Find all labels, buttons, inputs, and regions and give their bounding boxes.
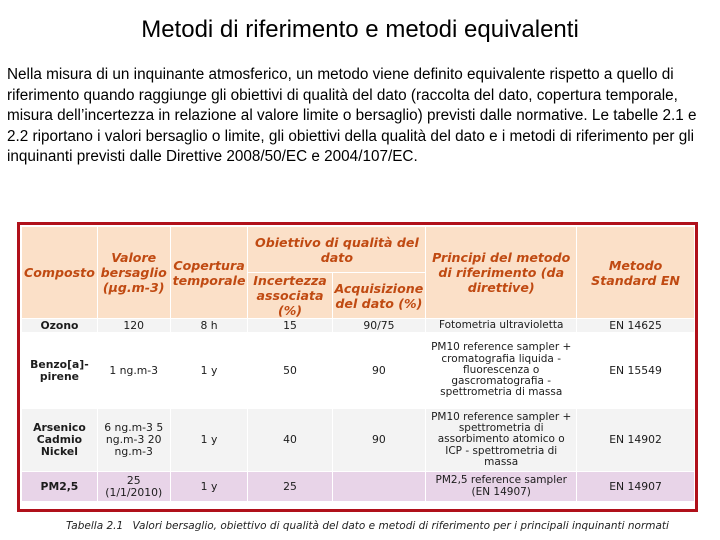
cell-principles: Fotometria ultravioletta (426, 319, 577, 333)
reference-methods-table (21, 226, 695, 502)
cell-coverage: 1 y (170, 472, 248, 502)
cell-uncertainty: 40 (248, 409, 332, 472)
cell-acquisition (332, 472, 426, 502)
cell-compound: Benzo[a]-pirene (22, 333, 98, 409)
header-principles: Principi del metodo di riferimento (da direttive) (426, 227, 577, 319)
cell-principles: PM2,5 reference sampler (EN 14907) (426, 472, 577, 502)
cell-target: 25 (1/1/2010) (97, 472, 170, 502)
header-uncertainty: Incertezza associata (%) (248, 273, 332, 319)
cell-uncertainty: 15 (248, 319, 332, 333)
cell-uncertainty: 25 (248, 472, 332, 502)
cell-uncertainty: 50 (248, 333, 332, 409)
cell-standard: EN 14907 (577, 472, 695, 502)
header-standard: Metodo Standard EN (577, 227, 695, 319)
cell-coverage: 1 y (170, 333, 248, 409)
cell-standard: EN 15549 (577, 333, 695, 409)
caption-label: Tabella 2.1 (66, 520, 124, 532)
cell-target: 6 ng.m-3 5 ng.m-3 20 ng.m-3 (97, 409, 170, 472)
header-target-line2: bersaglio (100, 265, 167, 280)
cell-coverage: 1 y (170, 409, 248, 472)
body-paragraph: Nella misura di un inquinante atmosferico, un metodo viene definito equivalente rispetto a quello di riferimento quando raggiunge gli obiettivi di qualità del dato (raccolta del dato, copertura temporale, misura dell’incertezza in relazione al valore limite o bersaglio) previsti dalle normative. Le tabelle 2.1 e 2.2 riportano i valori bersaglio o limite, gli obiettivi della qualità del dato e i metodi di riferimento per gli inquinanti previsti dalle Direttive 2008/50/EC e 2004/107/EC. (7, 66, 697, 166)
table-row (22, 472, 695, 502)
cell-standard: EN 14625 (577, 319, 695, 333)
cell-target: 1 ng.m-3 (97, 333, 170, 409)
cell-standard: EN 14902 (577, 409, 695, 472)
cell-compound: Arsenico Cadmio Nickel (22, 409, 98, 472)
table-frame (17, 222, 698, 512)
table-row (22, 409, 695, 472)
cell-target: 120 (97, 319, 170, 333)
cell-coverage: 8 h (170, 319, 248, 333)
table-row (22, 319, 695, 333)
cell-acquisition: 90 (332, 409, 426, 472)
table-caption (66, 520, 706, 532)
header-target-value (97, 227, 170, 319)
header-compound: Composto (22, 227, 98, 319)
cell-compound: Ozono (22, 319, 98, 333)
cell-compound: PM2,5 (22, 472, 98, 502)
header-quality-group: Obiettivo di qualità del dato (248, 227, 426, 273)
header-target-line1: Valore (111, 250, 157, 265)
caption-text: Valori bersaglio, obiettivo di qualità del dato e metodi di riferimento per i principali inquinanti normati (132, 520, 669, 532)
table-row (22, 333, 695, 409)
header-coverage: Copertura temporale (170, 227, 248, 319)
slide-title: Metodi di riferimento e metodi equivalenti (141, 16, 579, 43)
cell-acquisition: 90 (332, 333, 426, 409)
cell-principles: PM10 reference sampler + cromatografia liquida - fluorescenza o gascromatografia - spettrometria di massa (426, 333, 577, 409)
header-target-unit: (µg.m-3) (102, 280, 165, 295)
cell-principles: PM10 reference sampler + spettrometria di assorbimento atomico o ICP - spettrometria di massa (426, 409, 577, 472)
cell-acquisition: 90/75 (332, 319, 426, 333)
header-acquisition: Acquisizione del dato (%) (332, 273, 426, 319)
